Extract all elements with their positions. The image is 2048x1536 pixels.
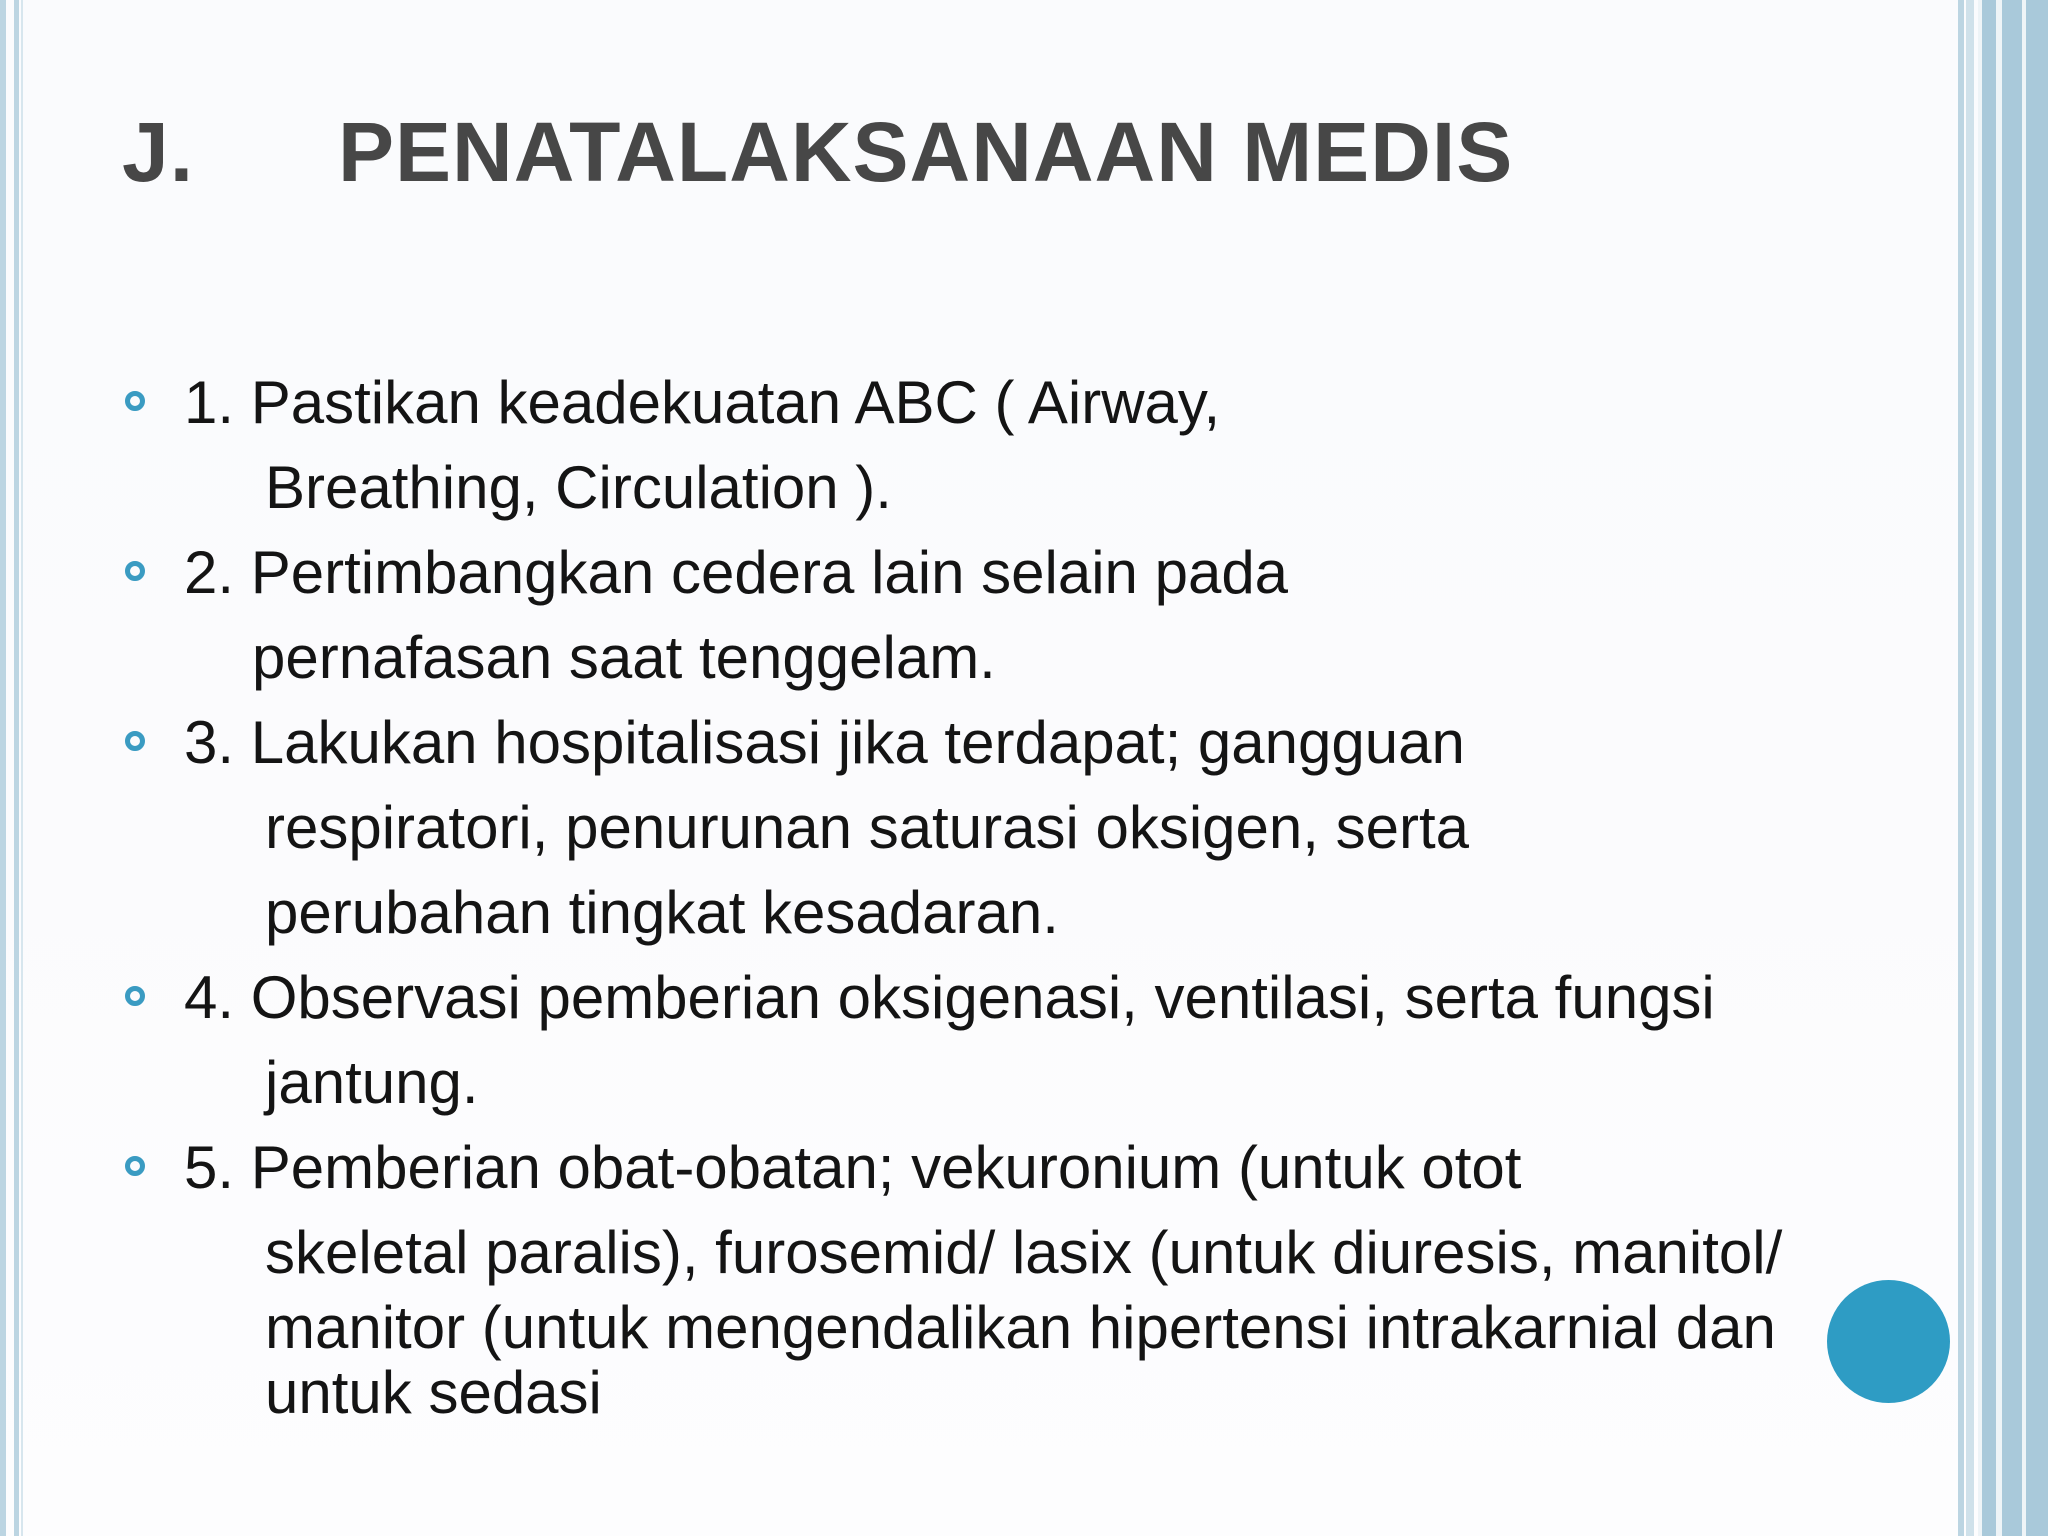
list-item-continuation: skeletal paralis), furosemid/ lasix (untuk diuresis, manitol/ (265, 1219, 1783, 1286)
accent-circle (1827, 1280, 1950, 1403)
title-text: PENATALAKSANAAN MEDIS (338, 105, 1514, 199)
list-item-text: 5. Pemberian obat-obatan; vekuronium (untuk otot (184, 1134, 1522, 1201)
title-letter: J. (122, 105, 195, 199)
slide-title (122, 104, 1513, 201)
list-item-continuation: untuk sedasi (265, 1359, 602, 1426)
list-item-text: 1. Pastikan keadekuatan ABC ( Airway, (184, 369, 1221, 436)
ring-bullet-icon (125, 731, 145, 751)
right-frame-bar (1982, 0, 1996, 1536)
bullet-list (122, 360, 1922, 1425)
list-item-continuation: jantung. (265, 1049, 479, 1116)
list-item-1 (122, 360, 1922, 530)
list-item-text: 4. Observasi pemberian oksigenasi, ventilasi, serta fungsi (184, 964, 1715, 1031)
list-item-continuation: perubahan tingkat kesadaran. (265, 879, 1059, 946)
list-item-continuation: manitor (untuk mengendalikan hipertensi intrakarnial dan (265, 1294, 1776, 1361)
left-frame-bar (14, 0, 19, 1536)
ring-bullet-icon (125, 561, 145, 581)
list-item-3 (122, 700, 1922, 955)
right-frame-bar (2002, 0, 2022, 1536)
list-item-5 (122, 1125, 1922, 1425)
left-frame-bar (0, 0, 6, 1536)
left-frame-bar (21, 0, 23, 1536)
list-item-2 (122, 530, 1922, 700)
list-item-text: 2. Pertimbangkan cedera lain selain pada (184, 539, 1289, 606)
list-item-continuation: respiratori, penurunan saturasi oksigen, serta (265, 794, 1469, 861)
right-frame-bar (2026, 0, 2048, 1536)
list-item-text: 3. Lakukan hospitalisasi jika terdapat; gangguan (184, 709, 1465, 776)
right-frame-bar (1958, 0, 1964, 1536)
list-item-4 (122, 955, 1922, 1125)
ring-bullet-icon (125, 391, 145, 411)
right-frame-bar (1966, 0, 1974, 1536)
list-item-continuation: pernafasan saat tenggelam. (252, 624, 996, 691)
ring-bullet-icon (125, 1156, 145, 1176)
list-item-continuation: Breathing, Circulation ). (265, 454, 892, 521)
ring-bullet-icon (125, 986, 145, 1006)
